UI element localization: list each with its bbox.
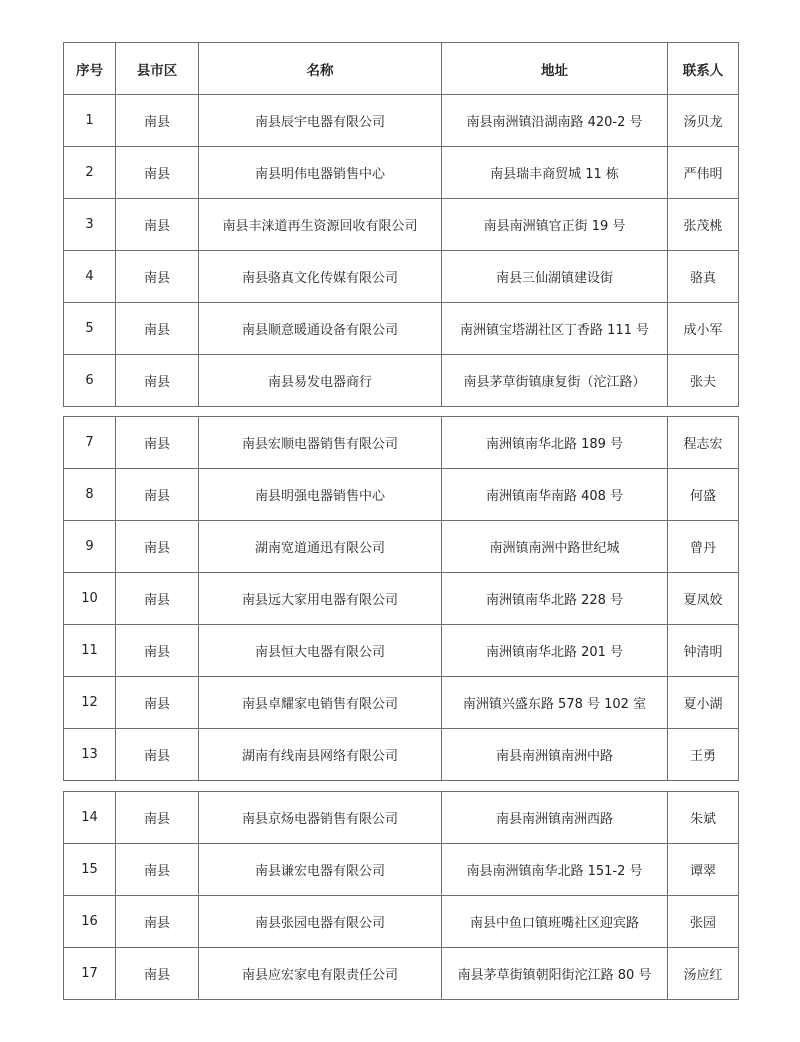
cell-address: 南洲镇南华南路 408 号 (442, 469, 668, 521)
cell-county: 南县 (116, 896, 199, 948)
cell-name: 湖南有线南县网络有限公司 (199, 729, 442, 781)
cell-contact: 夏小湖 (668, 677, 739, 729)
cell-address: 南县中鱼口镇班嘴社区迎宾路 (442, 896, 668, 948)
cell-contact: 夏凤姣 (668, 573, 739, 625)
cell-index: 14 (64, 792, 116, 844)
cell-address: 南洲镇南华北路 201 号 (442, 625, 668, 677)
table-body (64, 792, 739, 1000)
cell-address: 南洲镇南华北路 189 号 (442, 417, 668, 469)
table-section-2 (63, 416, 738, 781)
table-row (64, 948, 739, 1000)
cell-county: 南县 (116, 625, 199, 677)
cell-address: 南洲镇兴盛东路 578 号 102 室 (442, 677, 668, 729)
cell-contact: 严伟明 (668, 147, 739, 199)
cell-address: 南县瑞丰商贸城 11 栋 (442, 147, 668, 199)
table-row (64, 677, 739, 729)
cell-index: 10 (64, 573, 116, 625)
header-name: 名称 (199, 43, 442, 95)
cell-name: 湖南宽道通迅有限公司 (199, 521, 442, 573)
cell-index: 9 (64, 521, 116, 573)
cell-name: 南县京炀电器销售有限公司 (199, 792, 442, 844)
cell-county: 南县 (116, 844, 199, 896)
cell-county: 南县 (116, 573, 199, 625)
cell-county: 南县 (116, 729, 199, 781)
cell-name: 南县谦宏电器有限公司 (199, 844, 442, 896)
cell-name: 南县明伟电器销售中心 (199, 147, 442, 199)
table-row (64, 417, 739, 469)
cell-contact: 程志宏 (668, 417, 739, 469)
cell-contact: 张园 (668, 896, 739, 948)
table-row (64, 521, 739, 573)
cell-county: 南县 (116, 355, 199, 407)
table-row (64, 147, 739, 199)
table-row (64, 729, 739, 781)
cell-address: 南县南洲镇沿湖南路 420-2 号 (442, 95, 668, 147)
cell-county: 南县 (116, 948, 199, 1000)
cell-index: 13 (64, 729, 116, 781)
cell-index: 7 (64, 417, 116, 469)
cell-address: 南县三仙湖镇建设街 (442, 251, 668, 303)
header-contact: 联系人 (668, 43, 739, 95)
cell-index: 15 (64, 844, 116, 896)
table-row (64, 355, 739, 407)
cell-county: 南县 (116, 199, 199, 251)
cell-contact: 汤贝龙 (668, 95, 739, 147)
cell-name: 南县易发电器商行 (199, 355, 442, 407)
cell-contact: 成小军 (668, 303, 739, 355)
cell-contact: 钟清明 (668, 625, 739, 677)
cell-address: 南县南洲镇南洲中路 (442, 729, 668, 781)
cell-county: 南县 (116, 521, 199, 573)
cell-name: 南县丰涞道再生资源回收有限公司 (199, 199, 442, 251)
header-row (64, 43, 739, 95)
dealer-table (63, 42, 739, 407)
cell-contact: 朱斌 (668, 792, 739, 844)
cell-index: 16 (64, 896, 116, 948)
cell-index: 4 (64, 251, 116, 303)
cell-name: 南县远大家用电器有限公司 (199, 573, 442, 625)
cell-index: 11 (64, 625, 116, 677)
cell-address: 南洲镇宝塔湖社区丁香路 111 号 (442, 303, 668, 355)
cell-address: 南洲镇南华北路 228 号 (442, 573, 668, 625)
cell-index: 3 (64, 199, 116, 251)
cell-county: 南县 (116, 677, 199, 729)
table-row (64, 251, 739, 303)
cell-contact: 何盛 (668, 469, 739, 521)
cell-name: 南县恒大电器有限公司 (199, 625, 442, 677)
header-county: 县市区 (116, 43, 199, 95)
cell-contact: 张茂桃 (668, 199, 739, 251)
cell-address: 南县南洲镇南洲西路 (442, 792, 668, 844)
cell-index: 8 (64, 469, 116, 521)
table-section-1 (63, 42, 738, 407)
cell-county: 南县 (116, 147, 199, 199)
cell-contact: 王勇 (668, 729, 739, 781)
cell-contact: 骆真 (668, 251, 739, 303)
cell-contact: 汤应红 (668, 948, 739, 1000)
cell-name: 南县应宏家电有限责任公司 (199, 948, 442, 1000)
table-body (64, 95, 739, 407)
cell-name: 南县明强电器销售中心 (199, 469, 442, 521)
cell-index: 12 (64, 677, 116, 729)
cell-address: 南县南洲镇官正街 19 号 (442, 199, 668, 251)
cell-contact: 谭翠 (668, 844, 739, 896)
dealer-table-continued (63, 416, 739, 781)
cell-county: 南县 (116, 303, 199, 355)
cell-address: 南洲镇南洲中路世纪城 (442, 521, 668, 573)
table-row (64, 199, 739, 251)
table-row (64, 625, 739, 677)
cell-index: 6 (64, 355, 116, 407)
cell-index: 2 (64, 147, 116, 199)
cell-name: 南县辰宇电器有限公司 (199, 95, 442, 147)
cell-index: 5 (64, 303, 116, 355)
cell-county: 南县 (116, 417, 199, 469)
cell-county: 南县 (116, 792, 199, 844)
cell-name: 南县卓耀家电销售有限公司 (199, 677, 442, 729)
table-body (64, 417, 739, 781)
cell-county: 南县 (116, 251, 199, 303)
table-row (64, 469, 739, 521)
cell-address: 南县茅草街镇朝阳街沱江路 80 号 (442, 948, 668, 1000)
cell-address: 南县茅草街镇康复街（沱江路） (442, 355, 668, 407)
cell-county: 南县 (116, 469, 199, 521)
cell-address: 南县南洲镇南华北路 151-2 号 (442, 844, 668, 896)
table-row (64, 573, 739, 625)
table-row (64, 95, 739, 147)
cell-county: 南县 (116, 95, 199, 147)
cell-index: 17 (64, 948, 116, 1000)
cell-name: 南县张园电器有限公司 (199, 896, 442, 948)
cell-name: 南县骆真文化传媒有限公司 (199, 251, 442, 303)
table-row (64, 896, 739, 948)
cell-name: 南县顺意暖通设备有限公司 (199, 303, 442, 355)
table-row (64, 844, 739, 896)
dealer-table-continued (63, 791, 739, 1000)
table-row (64, 303, 739, 355)
header-address: 地址 (442, 43, 668, 95)
table-section-3 (63, 791, 738, 1000)
cell-contact: 张夫 (668, 355, 739, 407)
cell-index: 1 (64, 95, 116, 147)
cell-name: 南县宏顺电器销售有限公司 (199, 417, 442, 469)
cell-contact: 曾丹 (668, 521, 739, 573)
table-row (64, 792, 739, 844)
header-index: 序号 (64, 43, 116, 95)
